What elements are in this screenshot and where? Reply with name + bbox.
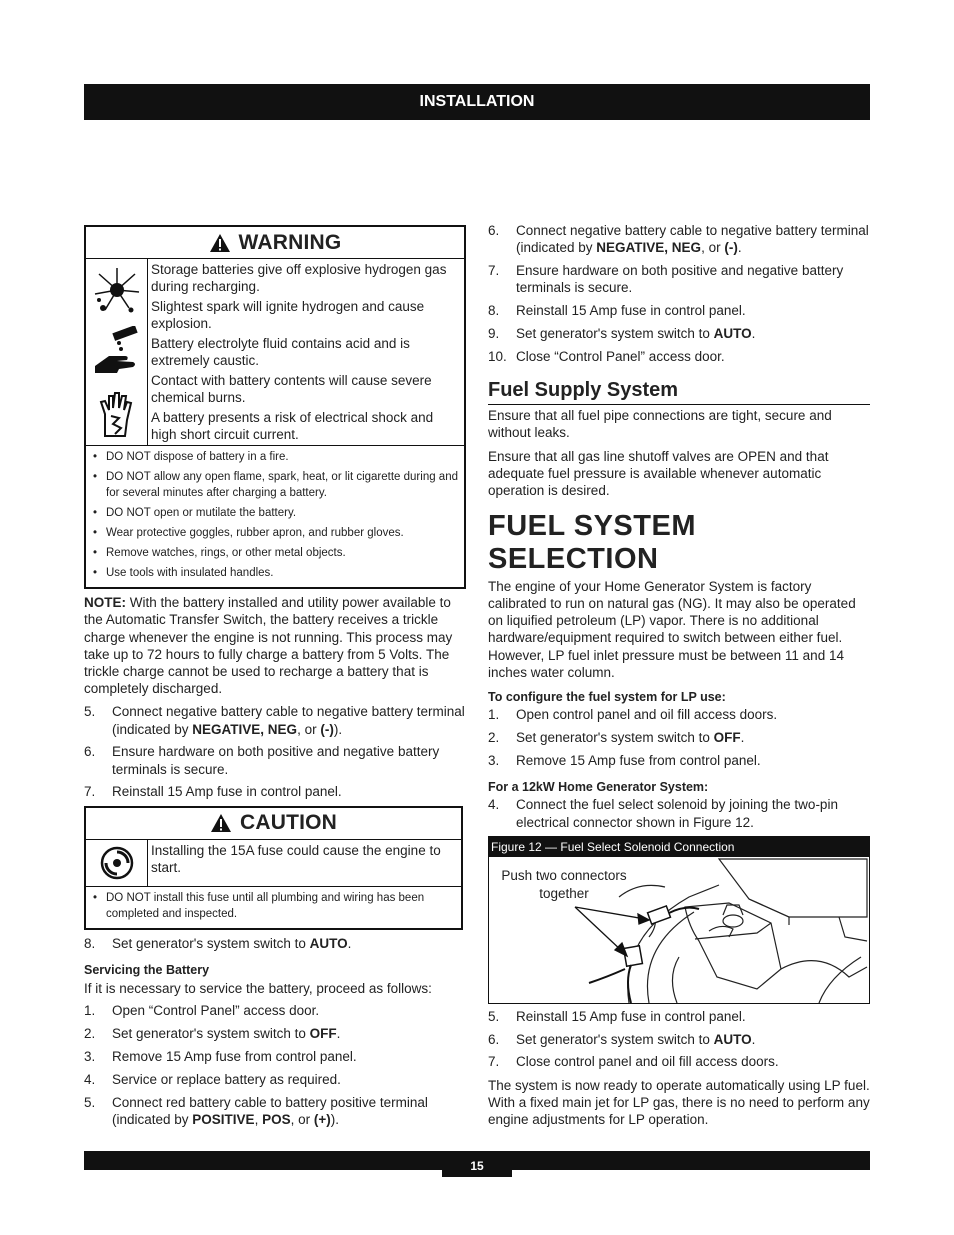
- hazard-text: Battery electrolyte fluid contains acid and is extremely caustic.: [151, 336, 410, 368]
- list-item: • DO NOT allow any open flame, spark, heat, or lit cigarette during and for several minutes after charging a battery.: [90, 469, 460, 501]
- step-number: 1.: [488, 707, 500, 723]
- warning-bullet-list: [86, 446, 464, 587]
- step-bold: AUTO: [713, 1031, 752, 1047]
- kw-heading: For a 12kW Home Generator System:: [488, 780, 709, 795]
- step-text: [112, 935, 466, 952]
- hazard-text: Slightest spark will ignite hydrogen and cause explosion.: [151, 299, 425, 331]
- list-item: • DO NOT open or mutilate the battery.: [90, 505, 460, 521]
- closing-paragraph: The system is now ready to operate automatically using LP fuel. With a fixed main jet for LP gas, there is no need to perform any engine adjustments for LP operation.: [488, 1077, 870, 1128]
- step-text: Open control panel and oil fill access doors.: [516, 707, 778, 723]
- step-bold: OFF: [713, 730, 741, 746]
- step-text: Ensure hardware on both positive and negative battery terminals is secure.: [516, 263, 844, 296]
- step-text-part: Set generator's system switch to: [112, 936, 310, 952]
- hazard-text: Contact with battery contents will cause severe chemical burns.: [151, 373, 432, 405]
- step-bold: OFF: [309, 1026, 337, 1042]
- solenoid-connector-illustration: [489, 857, 869, 1003]
- step-number: 2.: [488, 730, 500, 746]
- list-item: [84, 1002, 466, 1019]
- step-bold: AUTO: [309, 936, 348, 952]
- step-text: Connect the fuel select solenoid by joining the two-pin electrical connector shown in Figure 12.: [516, 797, 838, 830]
- hazard-text: Storage batteries give off explosive hydrogen gas during recharging.: [151, 262, 447, 294]
- list-item: [84, 1071, 466, 1088]
- step-text-part: , or: [290, 1111, 314, 1127]
- step-text: Close “Control Panel” access door.: [516, 348, 725, 364]
- list-item: [488, 706, 870, 723]
- step-text-part: Set generator's system switch to: [112, 1026, 310, 1042]
- step-text: Close control panel and oil fill access doors.: [516, 1054, 779, 1070]
- warning-triangle-icon: [210, 813, 232, 833]
- list-item: [84, 1025, 466, 1042]
- fuel-supply-paragraph: Ensure that all gas line shutoff valves are OPEN and that adequate fuel pressure is available whenever automatic operation is desired.: [488, 448, 829, 499]
- battery-steps-b: [84, 935, 466, 952]
- step-text: [112, 1094, 466, 1129]
- list-item: • Wear protective goggles, rubber apron, and rubber gloves.: [90, 525, 460, 541]
- step-number: 7.: [84, 784, 96, 800]
- warning-header: [86, 227, 464, 259]
- step-bold: NEGATIVE, NEG: [192, 721, 298, 737]
- step-text: Ensure hardware on both positive and negative battery terminals is secure.: [112, 744, 440, 777]
- list-item: • DO NOT install this fuse until all plumbing and wiring has been completed and inspected.: [90, 890, 457, 922]
- step-text: Reinstall 15 Amp fuse in control panel.: [516, 1008, 746, 1024]
- step-text-part: .: [347, 936, 352, 952]
- step-bold: (-): [320, 721, 334, 737]
- step-number: 3.: [84, 1048, 96, 1064]
- figure-caption: Figure 12 — Fuel Select Solenoid Connection: [489, 837, 869, 857]
- list-item: • Use tools with insulated handles.: [90, 565, 460, 581]
- moving-parts-icon: [86, 840, 147, 886]
- step-text-part: , or: [297, 721, 321, 737]
- kw-steps-continued: [488, 1008, 870, 1071]
- step-number: 2.: [84, 1026, 96, 1042]
- step-text-part: , or: [701, 240, 725, 256]
- step-number: 6.: [84, 744, 96, 760]
- step-bold: POS: [262, 1111, 291, 1127]
- caution-title: CAUTION: [239, 811, 338, 835]
- step-text-part: Set generator's system switch to: [516, 325, 714, 341]
- step-text-part: Connect negative battery cable to negative battery terminal (indicated by: [112, 704, 465, 737]
- step-text: Reinstall 15 Amp fuse in control panel.: [112, 784, 342, 800]
- step-number: 5.: [84, 704, 96, 720]
- caution-header: [86, 808, 461, 840]
- figure-callout: Push two connectors together: [501, 867, 627, 901]
- caution-hazard-row: [86, 840, 461, 887]
- list-item: [84, 1094, 466, 1129]
- list-item: [488, 302, 870, 319]
- step-text: [516, 222, 870, 257]
- note-label: NOTE:: [84, 595, 126, 610]
- step-text: [516, 1031, 870, 1048]
- explosion-icon: [86, 259, 147, 321]
- step-text: [112, 703, 466, 738]
- list-item: [84, 783, 466, 800]
- list-item: [488, 1008, 870, 1025]
- battery-steps-a: [84, 703, 466, 800]
- step-number: 9.: [488, 325, 500, 341]
- step-text-part: Connect negative battery cable to negative battery terminal (indicated by: [516, 223, 869, 256]
- list-item: [84, 1048, 466, 1065]
- caution-box: [84, 806, 463, 930]
- step-text: [516, 729, 870, 746]
- fuel-selection-intro: The engine of your Home Generator System is factory calibrated to run on natural gas (NG). It may also be operated on liquified petroleum (LP) vapor. There is no additional hardware/equipment required to switch between either fuel. However, LP fuel inlet pressure must be between 11 and 14 inches water column.: [488, 578, 856, 681]
- step-text-part: ).: [330, 1111, 339, 1127]
- step-text-part: ,: [254, 1111, 263, 1127]
- servicing-steps: [84, 1002, 466, 1128]
- section-header: [84, 84, 870, 120]
- step-bold: POSITIVE: [192, 1111, 255, 1127]
- step-bold: NEGATIVE, NEG: [596, 240, 702, 256]
- servicing-intro: If it is necessary to service the battery, proceed as follows:: [84, 980, 432, 996]
- step-text: Service or replace battery as required.: [112, 1071, 341, 1087]
- step-number: 1.: [84, 1003, 96, 1019]
- list-item: [488, 1053, 870, 1070]
- list-item: [488, 348, 870, 365]
- left-column: [84, 225, 466, 1128]
- step-number: 5.: [84, 1094, 96, 1110]
- step-text: Open “Control Panel” access door.: [112, 1003, 320, 1019]
- list-item: • Remove watches, rings, or other metal objects.: [90, 545, 460, 561]
- hazard-icon-column: [86, 840, 148, 886]
- section-title: INSTALLATION: [419, 93, 535, 110]
- step-bold: AUTO: [713, 325, 752, 341]
- lp-config-steps: [488, 706, 870, 769]
- hazard-text: A battery presents a risk of electrical shock and high short circuit current.: [151, 410, 434, 442]
- warning-triangle-icon: [209, 233, 231, 253]
- step-number: 6.: [488, 223, 500, 238]
- list-item: • DO NOT dispose of battery in a fire.: [90, 449, 460, 465]
- step-number: 8.: [488, 303, 500, 319]
- electric-shock-hand-icon: [86, 383, 147, 445]
- step-text-part: Connect red battery cable to battery positive terminal (indicated by: [112, 1094, 428, 1127]
- note-paragraph: [84, 594, 466, 698]
- page-number: 15: [442, 1151, 512, 1177]
- kw-steps: [488, 796, 870, 831]
- list-item: [84, 935, 466, 952]
- step-number: 4.: [84, 1071, 96, 1087]
- step-number: 6.: [488, 1031, 500, 1047]
- step-text-part: Set generator's system switch to: [516, 730, 714, 746]
- fuel-selection-heading: FUEL SYSTEM SELECTION: [488, 509, 696, 575]
- step-number: 4.: [488, 797, 500, 813]
- warning-title: WARNING: [238, 230, 342, 254]
- list-item: [84, 703, 466, 738]
- servicing-heading: Servicing the Battery: [84, 962, 210, 977]
- step-text: [112, 1025, 466, 1042]
- step-text-part: .: [336, 1026, 341, 1042]
- step-number: 10.: [488, 348, 507, 364]
- step-text-part: .: [740, 730, 745, 746]
- step-text-part: .: [751, 1031, 756, 1047]
- step-number: 7.: [488, 1054, 500, 1070]
- step-number: 7.: [488, 263, 500, 279]
- lp-config-heading: To configure the fuel system for LP use:: [488, 690, 726, 705]
- warning-hazard-text: [148, 259, 464, 445]
- step-bold: (+): [313, 1111, 331, 1127]
- figure-12: [488, 836, 870, 1004]
- right-column: [488, 222, 870, 1129]
- step-text: Remove 15 Amp fuse from control panel.: [516, 752, 761, 768]
- step-number: 3.: [488, 752, 500, 768]
- fuel-supply-heading: Fuel Supply System: [488, 379, 870, 405]
- step-text: [516, 325, 870, 342]
- list-item: [488, 729, 870, 746]
- step-number: 5.: [488, 1008, 500, 1024]
- note-text: With the battery installed and utility power available to the Automatic Transfer Switch, the battery receives a trickle charge whenever the engine is not running. This process may take up to 72 hours to fully charge a battery from 5 Volts. The trickle charge cannot be used to recharge a battery that is completely discharged.: [84, 595, 453, 697]
- list-item: [488, 325, 870, 342]
- fuel-supply-paragraph: Ensure that all fuel pipe connections are tight, secure and without leaks.: [488, 408, 832, 441]
- warning-box: [84, 225, 466, 589]
- step-text-part: ).: [333, 721, 343, 737]
- warning-hazard-row: [86, 259, 464, 446]
- step-text-part: .: [737, 240, 742, 256]
- step-bold: (-): [724, 240, 738, 256]
- step-text-part: Set generator's system switch to: [516, 1031, 714, 1047]
- acid-burn-icon: [86, 321, 147, 383]
- servicing-steps-continued: [488, 222, 870, 365]
- caution-bullet-list: [86, 887, 461, 928]
- step-number: 8.: [84, 936, 96, 952]
- caution-hazard-text: Installing the 15A fuse could cause the engine to start.: [151, 842, 441, 875]
- list-item: [488, 1031, 870, 1048]
- list-item: [488, 752, 870, 769]
- hazard-icon-column: [86, 259, 148, 445]
- list-item: [488, 262, 870, 297]
- list-item: [488, 796, 870, 831]
- step-text: Reinstall 15 Amp fuse in control panel.: [516, 303, 746, 319]
- list-item: [488, 222, 870, 257]
- step-text: Remove 15 Amp fuse from control panel.: [112, 1048, 357, 1064]
- step-text-part: .: [751, 325, 756, 341]
- list-item: [84, 743, 466, 778]
